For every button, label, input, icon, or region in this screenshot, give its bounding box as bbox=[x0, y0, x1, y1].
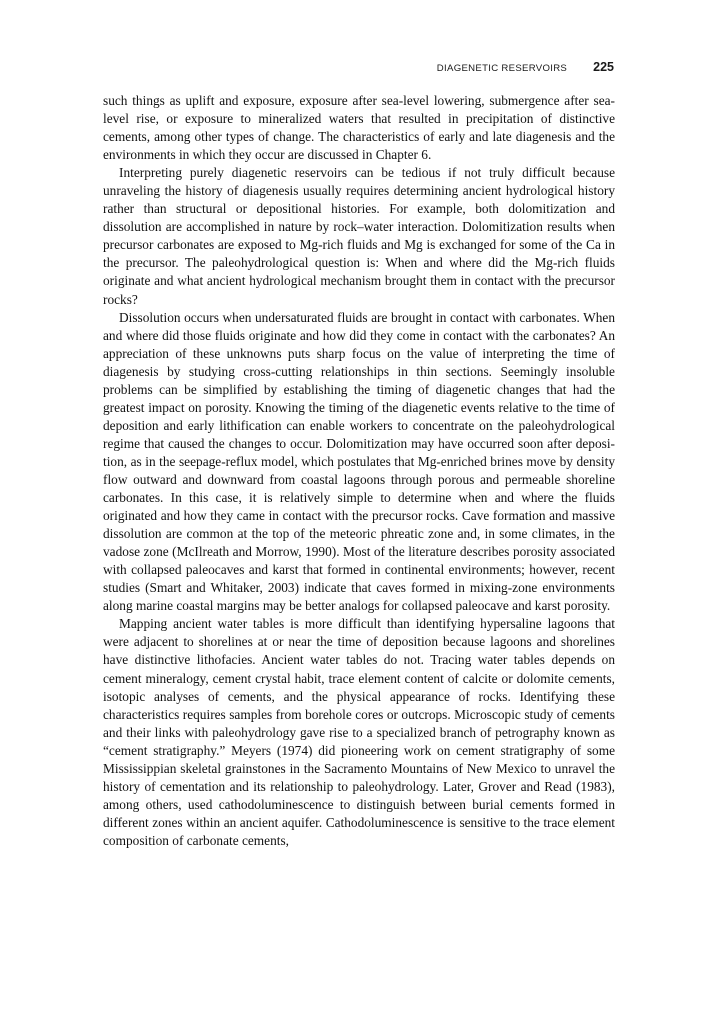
running-header bbox=[437, 60, 614, 80]
paragraph-continued: such things as uplift and exposure, exposure after sea-level lowering, submergence after sea-level rise, or exposure to mineralized waters that resulted in precipitation of distinctive cements, among other types of change. The characteristics of early and late diagenesis and the environments in which they occur are discussed in Chapter 6. bbox=[103, 93, 615, 163]
paragraph-dissolution: Dissolution occurs when undersaturated fluids are brought in contact with carbonates. When and where did those fluids originate and how did they come in contact with the carbonates? An appreciation of these unknowns puts sharp focus on the value of interpreting the time of diagenesis by studying cross-cutting relationships in thin sections. Seemingly insoluble problems can be simplified by establishing the timing of diagenetic changes that had the greatest impact on porosity. Knowing the timing of the diagenetic events relative to the time of deposition and early lithification can enable workers to concentrate on the paleohydrological regime that caused the changes to occur. Dolomitization may have occurred soon after deposition, as in the seepage-reflux model, which postulates that Mg-enriched brines move by density flow outward and downward from coastal lagoons through porous and permeable shoreline carbonates. In this case, it is relatively simple to determine when and where the fluids originated and how they came in contact with the precursor rocks. Cave formation and massive dissolution are common at the top of the meteoric phreatic zone and, in some climates, in the vadose zone (McIlreath and Morrow, 1990). Most of the literature describes porosity associated with collapsed paleocaves and karst that formed in continental environments; however, recent studies (Smart and Whitaker, 2003) indicate that caves formed in mixing-zone environments along marine coastal margins may be better analogs for collapsed paleocave and karst porosity. bbox=[103, 309, 615, 614]
running-title: DIAGENETIC RESERVOIRS bbox=[436, 63, 568, 74]
paragraph-interpreting-diagenetic-reservoirs: Interpreting purely diagenetic reservoirs can be tedious if not truly difficult because unraveling the history of diagenesis usually requires determining ancient hydrological history rather than structural or depositional histories. For example, both dolomitization and dissolution are accomplished in nature by rock–water interaction. Dolomitization results when precursor carbonates are exposed to Mg-rich fluids and Mg is exchanged for some of the Ca in the precursor. The paleohydrological question is: When and where did the Mg-rich fluids originate and what ancient hydrological mechanism brought them in contact with the precursor rocks? bbox=[103, 165, 615, 307]
page-number: 225 bbox=[593, 60, 614, 74]
body-text bbox=[103, 92, 615, 850]
paragraph-mapping-water-tables: Mapping ancient water tables is more difficult than identifying hypersaline lagoons that were adjacent to shorelines at or near the time of deposition because lagoons and shorelines have distinctive lithofacies. Ancient water tables do not. Tracing water tables depends on cement mineralogy, cement crystal habit, trace element content of calcite or dolomite cements, isotopic analyses of cements, and the physical appearance of rocks. Identifying these characteristics requires samples from borehole cores or outcrops. Microscopic study of cements and their links with paleohydrology gave rise to a specialized branch of petrography known as “cement stratigraphy.” Meyers (1974) did pioneering work on cement stratigraphy of some Mississippian skeletal grainstones in the Sacramento Mountains of New Mexico to unravel the history of cementation and its relationship to paleohydrology. Later, Grover and Read (1983), among others, used cathodoluminescence to distinguish between burial cements formed in different zones within an ancient aquifer. Cathodoluminescence is sensitive to the trace element composition of carbonate cements, bbox=[103, 616, 615, 848]
